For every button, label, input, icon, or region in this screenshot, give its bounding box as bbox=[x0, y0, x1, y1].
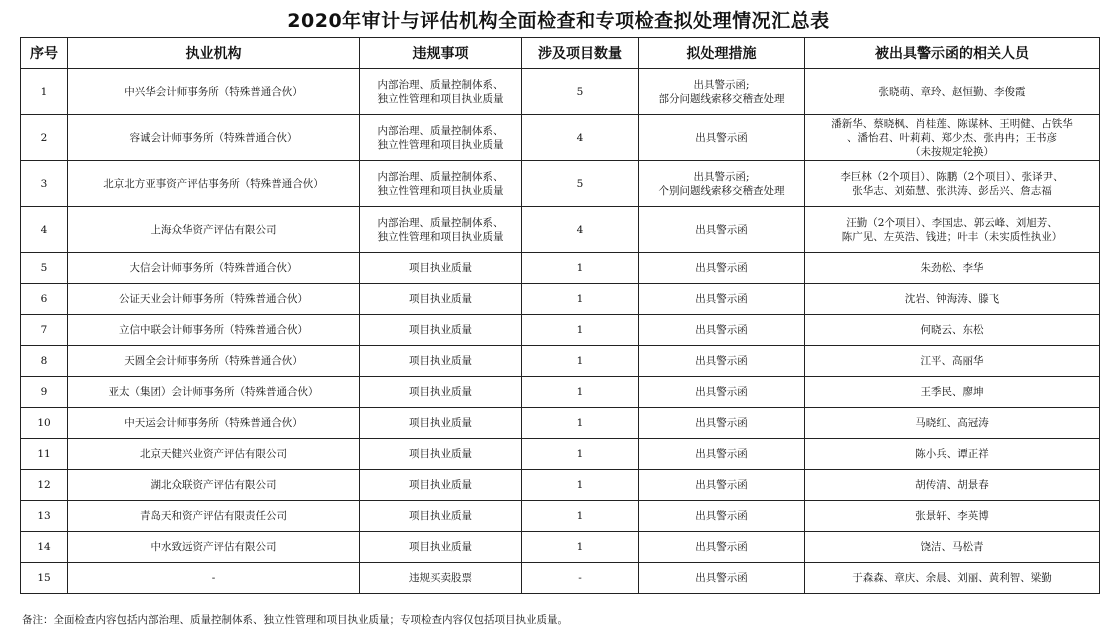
cell-people bbox=[805, 69, 1100, 115]
page-title: 2020年审计与评估机构全面检查和专项检查拟处理情况汇总表 bbox=[287, 10, 830, 32]
cell-measure-line: 出具警示函; bbox=[693, 78, 750, 91]
cell-issue-line: 独立性管理和项目执业质量 bbox=[377, 92, 504, 105]
cell-count: 1 bbox=[522, 346, 639, 377]
table-row bbox=[21, 470, 1100, 501]
cell-measure-line: 出具警示函 bbox=[695, 510, 748, 522]
cell-no: 15 bbox=[21, 563, 68, 594]
cell-issue bbox=[360, 408, 522, 439]
cell-count: 1 bbox=[522, 532, 639, 563]
table-row bbox=[21, 207, 1100, 253]
cell-org: 湖北众联资产评估有限公司 bbox=[68, 470, 360, 501]
cell-issue-line: 违规买卖股票 bbox=[409, 572, 472, 584]
cell-issue-line: 项目执业质量 bbox=[409, 479, 472, 491]
cell-people-line: 江平、高丽华 bbox=[920, 355, 984, 367]
cell-issue-line: 独立性管理和项目执业质量 bbox=[377, 138, 504, 151]
cell-issue bbox=[360, 346, 522, 377]
cell-people-line: 张晓萌、章玲、赵恒勤、李俊霞 bbox=[878, 85, 1026, 98]
cell-issue bbox=[360, 315, 522, 346]
cell-no: 14 bbox=[21, 532, 68, 563]
cell-people bbox=[805, 346, 1100, 377]
cell-people bbox=[805, 439, 1100, 470]
cell-org: 中兴华会计师事务所（特殊普通合伙） bbox=[68, 69, 360, 115]
cell-org: 中水致远资产评估有限公司 bbox=[68, 532, 360, 563]
cell-measure bbox=[639, 346, 805, 377]
cell-measure bbox=[639, 501, 805, 532]
cell-measure bbox=[639, 532, 805, 563]
cell-no: 12 bbox=[21, 470, 68, 501]
cell-no: 10 bbox=[21, 408, 68, 439]
cell-measure-line: 出具警示函 bbox=[695, 386, 748, 398]
cell-issue-line: 项目执业质量 bbox=[409, 293, 472, 305]
cell-measure bbox=[639, 470, 805, 501]
cell-people bbox=[805, 501, 1100, 532]
cell-issue-line: 内部治理、质量控制体系、 bbox=[377, 216, 504, 229]
cell-issue-line: 项目执业质量 bbox=[409, 324, 472, 336]
cell-count: - bbox=[522, 563, 639, 594]
table-row bbox=[21, 439, 1100, 470]
cell-measure bbox=[639, 115, 805, 161]
table-row bbox=[21, 501, 1100, 532]
cell-issue bbox=[360, 470, 522, 501]
cell-no: 7 bbox=[21, 315, 68, 346]
cell-count: 4 bbox=[522, 115, 639, 161]
table-row bbox=[21, 315, 1100, 346]
cell-count: 1 bbox=[522, 408, 639, 439]
cell-issue bbox=[360, 439, 522, 470]
cell-people bbox=[805, 315, 1100, 346]
cell-issue-line: 项目执业质量 bbox=[409, 386, 472, 398]
cell-issue bbox=[360, 563, 522, 594]
cell-no: 4 bbox=[21, 207, 68, 253]
cell-people-line: 陈广见、左英浩、钱进；叶丰（未实质性执业） bbox=[841, 230, 1063, 243]
cell-count: 1 bbox=[522, 377, 639, 408]
cell-people bbox=[805, 161, 1100, 207]
cell-measure-line: 出具警示函 bbox=[695, 448, 748, 460]
cell-count: 5 bbox=[522, 161, 639, 207]
cell-measure-line: 出具警示函 bbox=[695, 355, 748, 367]
cell-no: 2 bbox=[21, 115, 68, 161]
table-row bbox=[21, 69, 1100, 115]
cell-no: 11 bbox=[21, 439, 68, 470]
cell-measure-line: 出具警示函 bbox=[695, 223, 748, 236]
cell-count: 1 bbox=[522, 284, 639, 315]
cell-people-line: 王季民、廖坤 bbox=[920, 386, 984, 398]
cell-org: 大信会计师事务所（特殊普通合伙） bbox=[68, 253, 360, 284]
cell-people bbox=[805, 532, 1100, 563]
cell-measure bbox=[639, 253, 805, 284]
cell-measure bbox=[639, 207, 805, 253]
cell-org: 上海众华资产评估有限公司 bbox=[68, 207, 360, 253]
table-row bbox=[21, 408, 1100, 439]
cell-measure-line: 出具警示函 bbox=[695, 479, 748, 491]
cell-issue-line: 内部治理、质量控制体系、 bbox=[377, 124, 504, 137]
cell-people-line: 李巨林（2个项目）、陈鹏（2个项目）、张译尹、 bbox=[840, 170, 1064, 183]
cell-people-line: 马晓红、高冠涛 bbox=[915, 417, 989, 429]
cell-people-line: （未按规定轮换） bbox=[910, 145, 994, 158]
cell-no: 8 bbox=[21, 346, 68, 377]
cell-issue bbox=[360, 69, 522, 115]
cell-people-line: 汪勤（2个项目）、李国忠、郭云峰、刘旭芳、 bbox=[846, 216, 1058, 229]
table-row bbox=[21, 532, 1100, 563]
cell-count: 1 bbox=[522, 315, 639, 346]
cell-issue bbox=[360, 161, 522, 207]
cell-issue-line: 项目执业质量 bbox=[409, 510, 472, 522]
cell-people-line: 陈小兵、谭正祥 bbox=[915, 448, 989, 460]
cell-org: 亚太（集团）会计师事务所（特殊普通合伙） bbox=[68, 377, 360, 408]
header-org: 执业机构 bbox=[68, 38, 360, 69]
cell-count: 1 bbox=[522, 253, 639, 284]
cell-no: 6 bbox=[21, 284, 68, 315]
footnote: 备注：全面检查内容包括内部治理、质量控制体系、独立性管理和项目执业质量；专项检查内容仅包括项目执业质量。 bbox=[22, 614, 568, 626]
cell-issue-line: 项目执业质量 bbox=[409, 448, 472, 460]
cell-measure-line: 个别问题线索移交稽查处理 bbox=[658, 184, 785, 197]
cell-people bbox=[805, 408, 1100, 439]
cell-no: 5 bbox=[21, 253, 68, 284]
cell-count: 5 bbox=[522, 69, 639, 115]
header-issue: 违规事项 bbox=[360, 38, 522, 69]
table-header-row bbox=[21, 38, 1100, 69]
cell-people-line: 朱劲松、李华 bbox=[920, 262, 984, 274]
header-people: 被出具警示函的相关人员 bbox=[805, 38, 1100, 69]
cell-org: 天圆全会计师事务所（特殊普通合伙） bbox=[68, 346, 360, 377]
cell-measure-line: 出具警示函 bbox=[695, 293, 748, 305]
cell-people-line: 张景轩、李英博 bbox=[915, 510, 989, 522]
cell-people-line: 沈岩、钟海涛、滕飞 bbox=[904, 293, 1000, 305]
summary-table bbox=[20, 37, 1100, 594]
cell-issue-line: 项目执业质量 bbox=[409, 262, 472, 274]
cell-issue-line: 独立性管理和项目执业质量 bbox=[377, 184, 504, 197]
cell-org: 北京天健兴业资产评估有限公司 bbox=[68, 439, 360, 470]
cell-measure-line: 部分问题线索移交稽查处理 bbox=[658, 92, 785, 105]
cell-people bbox=[805, 253, 1100, 284]
cell-people-line: 潘新华、蔡晓枫、肖桂莲、陈谋林、王明健、占铁华 bbox=[831, 117, 1073, 130]
cell-count: 1 bbox=[522, 501, 639, 532]
cell-no: 3 bbox=[21, 161, 68, 207]
table-row bbox=[21, 346, 1100, 377]
cell-people-line: 于森森、章庆、余晨、刘丽、黄利智、梁勤 bbox=[852, 572, 1052, 584]
cell-issue-line: 项目执业质量 bbox=[409, 417, 472, 429]
cell-issue bbox=[360, 284, 522, 315]
table-row bbox=[21, 115, 1100, 161]
cell-measure bbox=[639, 161, 805, 207]
cell-no: 9 bbox=[21, 377, 68, 408]
table-row bbox=[21, 563, 1100, 594]
cell-measure bbox=[639, 69, 805, 115]
cell-measure-line: 出具警示函 bbox=[695, 262, 748, 274]
cell-measure bbox=[639, 563, 805, 594]
cell-measure-line: 出具警示函 bbox=[695, 572, 748, 584]
cell-measure bbox=[639, 284, 805, 315]
cell-measure-line: 出具警示函 bbox=[695, 324, 748, 336]
table-row bbox=[21, 377, 1100, 408]
cell-issue bbox=[360, 501, 522, 532]
header-measure: 拟处理措施 bbox=[639, 38, 805, 69]
cell-people-line: 胡传清、胡景春 bbox=[915, 479, 989, 491]
cell-count: 1 bbox=[522, 439, 639, 470]
table-row bbox=[21, 284, 1100, 315]
cell-measure bbox=[639, 315, 805, 346]
cell-org: 容诚会计师事务所（特殊普通合伙） bbox=[68, 115, 360, 161]
cell-people-line: 张华志、刘茹慧、张洪涛、彭岳兴、詹志福 bbox=[852, 184, 1052, 197]
cell-measure bbox=[639, 408, 805, 439]
cell-org: 青岛天和资产评估有限责任公司 bbox=[68, 501, 360, 532]
cell-no: 1 bbox=[21, 69, 68, 115]
cell-people bbox=[805, 207, 1100, 253]
cell-people-line: 、潘怡君、叶莉莉、郑少杰、张冉冉；王书彦 bbox=[847, 131, 1057, 144]
cell-no: 13 bbox=[21, 501, 68, 532]
header-no: 序号 bbox=[21, 38, 68, 69]
cell-issue bbox=[360, 253, 522, 284]
cell-org: 北京北方亚事资产评估事务所（特殊普通合伙） bbox=[68, 161, 360, 207]
cell-org: 立信中联会计师事务所（特殊普通合伙） bbox=[68, 315, 360, 346]
cell-org: 公证天业会计师事务所（特殊普通合伙） bbox=[68, 284, 360, 315]
cell-issue bbox=[360, 377, 522, 408]
cell-people bbox=[805, 563, 1100, 594]
cell-measure bbox=[639, 439, 805, 470]
cell-issue bbox=[360, 207, 522, 253]
cell-count: 4 bbox=[522, 207, 639, 253]
cell-measure bbox=[639, 377, 805, 408]
cell-org: 中天运会计师事务所（特殊普通合伙） bbox=[68, 408, 360, 439]
cell-issue-line: 项目执业质量 bbox=[409, 541, 472, 553]
table-row bbox=[21, 161, 1100, 207]
cell-org: - bbox=[68, 563, 360, 594]
cell-people-line: 何晓云、东松 bbox=[920, 324, 984, 336]
cell-people bbox=[805, 470, 1100, 501]
cell-people-line: 饶洁、马松青 bbox=[920, 541, 984, 553]
cell-issue bbox=[360, 115, 522, 161]
cell-measure-line: 出具警示函 bbox=[695, 417, 748, 429]
cell-people bbox=[805, 115, 1100, 161]
cell-people bbox=[805, 377, 1100, 408]
cell-count: 1 bbox=[522, 470, 639, 501]
table-body bbox=[21, 69, 1100, 594]
table-row bbox=[21, 253, 1100, 284]
cell-measure-line: 出具警示函 bbox=[695, 541, 748, 553]
cell-issue-line: 内部治理、质量控制体系、 bbox=[377, 170, 504, 183]
cell-people bbox=[805, 284, 1100, 315]
cell-measure-line: 出具警示函; bbox=[693, 170, 750, 183]
cell-issue-line: 项目执业质量 bbox=[409, 355, 472, 367]
header-count: 涉及项目数量 bbox=[522, 38, 639, 69]
cell-issue-line: 内部治理、质量控制体系、 bbox=[377, 78, 504, 91]
cell-issue-line: 独立性管理和项目执业质量 bbox=[377, 230, 504, 243]
cell-measure-line: 出具警示函 bbox=[695, 131, 748, 144]
cell-issue bbox=[360, 532, 522, 563]
